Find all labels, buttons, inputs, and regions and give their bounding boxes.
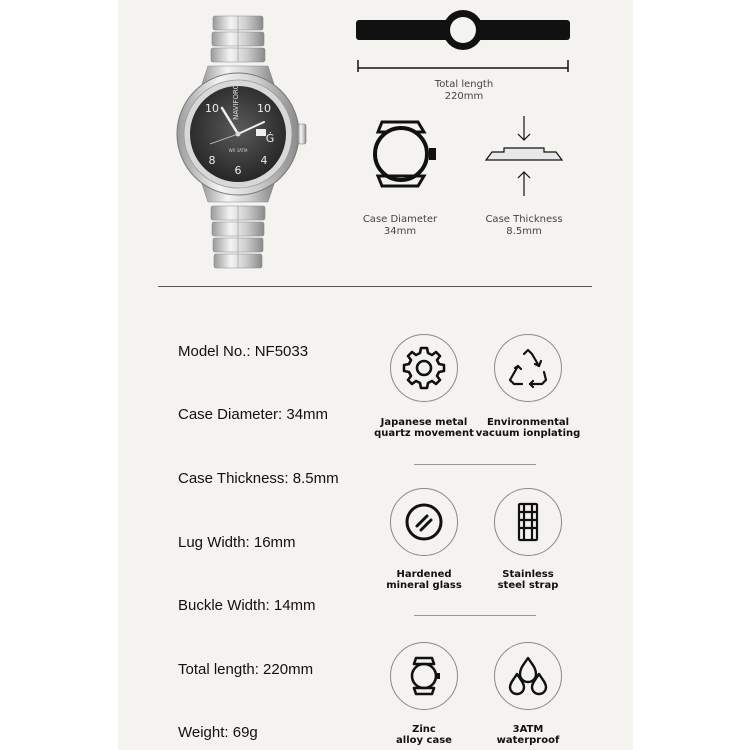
feature-badge-ionplating — [494, 334, 562, 402]
case-diameter-label: Case Diameter — [362, 214, 438, 225]
section-divider — [158, 286, 592, 287]
feature-badge-glass — [390, 488, 458, 556]
case-thickness-caption — [474, 214, 574, 238]
feature-badge-movement — [390, 334, 458, 402]
spec-model: Model No.: NF5033 — [178, 343, 309, 360]
feature-label-glass: Hardened mineral glass — [386, 569, 462, 591]
case-diameter-diagram — [362, 114, 440, 192]
feature-label-ionplating: Environmental vacuum ionplating — [475, 417, 581, 439]
recycle-icon — [506, 346, 550, 390]
spec-case-diameter: Case Diameter: 34mm — [178, 406, 329, 423]
case-diameter-caption — [350, 214, 450, 238]
total-length-label: Total length — [434, 79, 494, 90]
svg-text:4: 4 — [260, 154, 268, 167]
spec-lug-width: Lug Width: 16mm — [178, 534, 296, 551]
brand-text: NAVIFORCE — [232, 80, 240, 120]
feature-divider — [414, 615, 536, 616]
dial-text: WR 3ATM — [228, 148, 248, 153]
feature-label-waterproof: 3ATM waterproof — [496, 724, 560, 746]
watch-case-icon — [402, 654, 446, 698]
feature-label-strap: Stainless steel strap — [497, 569, 559, 591]
svg-text:8: 8 — [208, 154, 216, 167]
case-diameter-value: 34mm — [383, 226, 417, 237]
svg-text:6: 6 — [234, 164, 242, 177]
spec-case-thickness: Case Thickness: 8.5mm — [178, 470, 339, 487]
strap-length-diagram — [352, 4, 574, 76]
case-thickness-value: 8.5mm — [506, 226, 542, 237]
feature-divider — [414, 464, 536, 465]
feature-badge-waterproof — [494, 642, 562, 710]
feature-badge-case — [390, 642, 458, 710]
svg-text:Ġ: Ġ — [265, 132, 275, 145]
water-drops-icon — [506, 654, 550, 698]
svg-text:10: 10 — [205, 102, 219, 115]
spec-buckle-width: Buckle Width: 14mm — [178, 597, 316, 614]
feature-badge-strap — [494, 488, 562, 556]
svg-text:10: 10 — [257, 102, 271, 115]
case-thickness-label: Case Thickness — [485, 214, 563, 225]
glass-icon — [402, 500, 446, 544]
gear-icon — [402, 346, 446, 390]
watch-product-image — [170, 14, 310, 272]
strap-icon — [506, 500, 550, 544]
feature-label-case: Zinc alloy case — [396, 724, 452, 746]
feature-label-movement: Japanese metal quartz movement — [374, 417, 474, 439]
spec-weight: Weight: 69g — [178, 724, 258, 741]
spec-total-length: Total length: 220mm — [178, 661, 314, 678]
total-length-caption — [392, 79, 536, 103]
case-thickness-diagram — [480, 112, 568, 200]
total-length-value: 220mm — [444, 91, 484, 102]
